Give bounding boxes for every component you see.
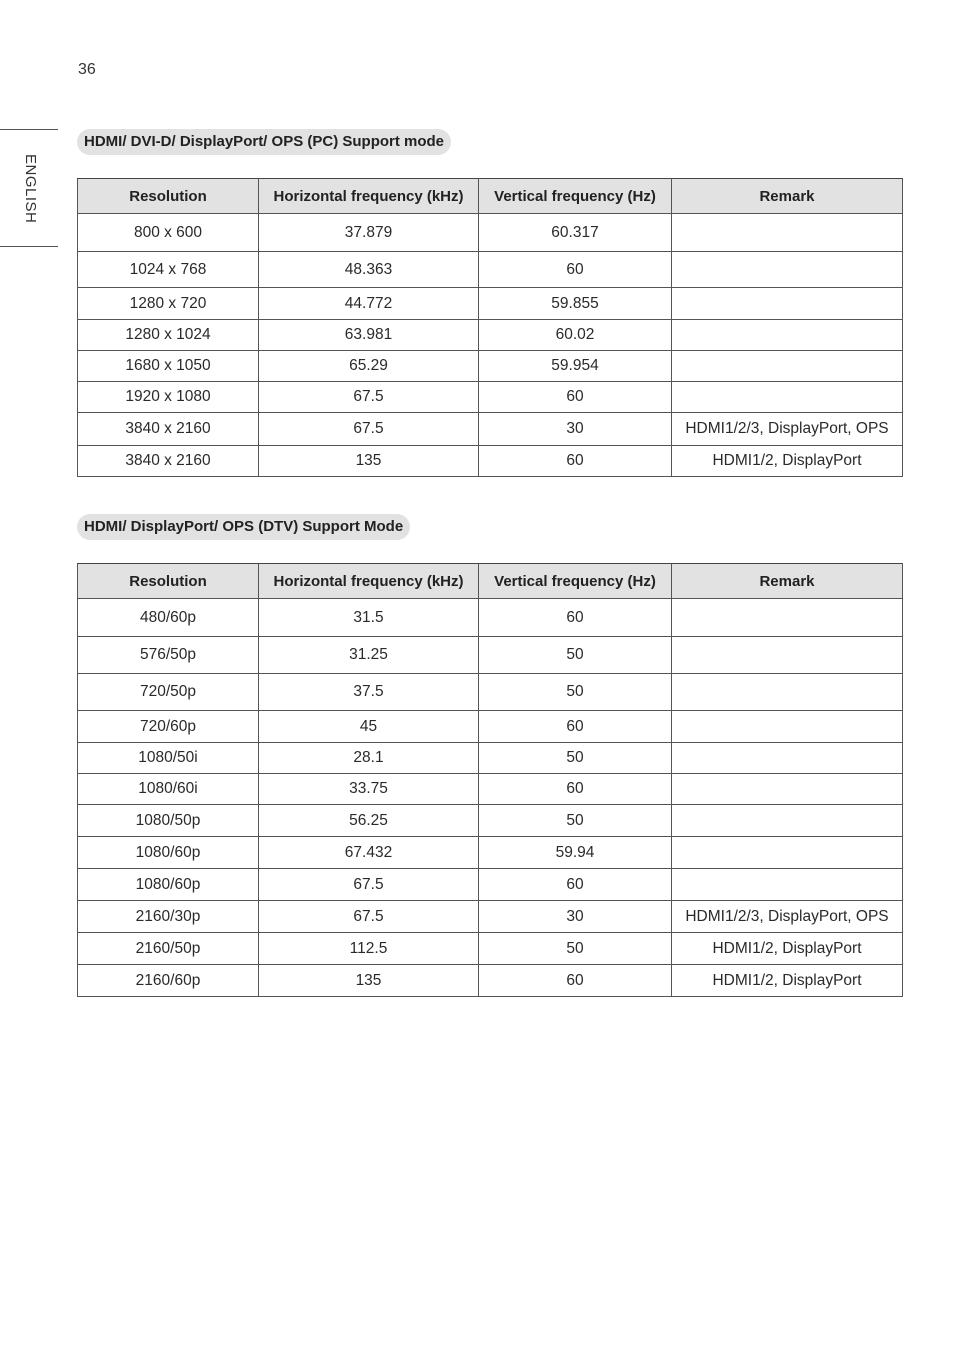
cell-resolution: 576/50p — [78, 637, 259, 674]
cell-resolution: 1280 x 1024 — [78, 320, 259, 351]
table-row — [78, 933, 903, 965]
column-header-resolution: Resolution — [78, 179, 259, 214]
table-row — [78, 743, 903, 774]
cell-horizontal-frequency: 56.25 — [259, 805, 479, 837]
table-row — [78, 901, 903, 933]
cell-vertical-frequency: 60 — [479, 869, 672, 901]
column-header-horizontal-frequency: Horizontal frequency (kHz) — [259, 179, 479, 214]
cell-horizontal-frequency: 37.5 — [259, 674, 479, 711]
table-row — [78, 774, 903, 805]
cell-resolution: 3840 x 2160 — [78, 413, 259, 446]
cell-resolution: 1280 x 720 — [78, 288, 259, 320]
cell-remark — [672, 774, 903, 805]
column-header-resolution: Resolution — [78, 564, 259, 599]
table-row — [78, 214, 903, 252]
cell-remark — [672, 711, 903, 743]
cell-horizontal-frequency: 28.1 — [259, 743, 479, 774]
cell-resolution: 2160/30p — [78, 901, 259, 933]
table-row — [78, 599, 903, 637]
table-row — [78, 320, 903, 351]
cell-remark — [672, 869, 903, 901]
cell-remark: HDMI1/2, DisplayPort — [672, 446, 903, 477]
cell-remark — [672, 837, 903, 869]
cell-horizontal-frequency: 37.879 — [259, 214, 479, 252]
cell-resolution: 1080/50i — [78, 743, 259, 774]
cell-vertical-frequency: 60 — [479, 599, 672, 637]
table-row — [78, 382, 903, 413]
cell-vertical-frequency: 60 — [479, 382, 672, 413]
cell-remark — [672, 382, 903, 413]
cell-remark: HDMI1/2/3, DisplayPort, OPS — [672, 901, 903, 933]
cell-horizontal-frequency: 67.5 — [259, 382, 479, 413]
cell-horizontal-frequency: 65.29 — [259, 351, 479, 382]
cell-vertical-frequency: 30 — [479, 413, 672, 446]
cell-vertical-frequency: 50 — [479, 933, 672, 965]
cell-vertical-frequency: 60.02 — [479, 320, 672, 351]
table-header-row — [78, 179, 903, 214]
cell-resolution: 2160/50p — [78, 933, 259, 965]
cell-horizontal-frequency: 48.363 — [259, 252, 479, 288]
cell-horizontal-frequency: 67.5 — [259, 869, 479, 901]
table-row — [78, 288, 903, 320]
cell-remark — [672, 674, 903, 711]
cell-vertical-frequency: 59.94 — [479, 837, 672, 869]
cell-vertical-frequency: 50 — [479, 743, 672, 774]
cell-vertical-frequency: 60 — [479, 252, 672, 288]
table-row — [78, 837, 903, 869]
cell-resolution: 1080/50p — [78, 805, 259, 837]
cell-remark — [672, 743, 903, 774]
cell-vertical-frequency: 60 — [479, 774, 672, 805]
cell-resolution: 720/50p — [78, 674, 259, 711]
cell-horizontal-frequency: 33.75 — [259, 774, 479, 805]
cell-remark — [672, 214, 903, 252]
cell-vertical-frequency: 50 — [479, 674, 672, 711]
table-row — [78, 965, 903, 997]
cell-remark — [672, 805, 903, 837]
cell-resolution: 1680 x 1050 — [78, 351, 259, 382]
pc-section-title: HDMI/ DVI-D/ DisplayPort/ OPS (PC) Support mode — [77, 129, 451, 155]
cell-remark — [672, 252, 903, 288]
table-row — [78, 252, 903, 288]
language-tab — [0, 129, 58, 247]
cell-vertical-frequency: 59.855 — [479, 288, 672, 320]
pc-support-table — [77, 178, 903, 477]
cell-resolution: 720/60p — [78, 711, 259, 743]
cell-resolution: 800 x 600 — [78, 214, 259, 252]
page-number: 36 — [78, 61, 96, 78]
cell-remark — [672, 288, 903, 320]
cell-resolution: 1920 x 1080 — [78, 382, 259, 413]
cell-vertical-frequency: 60.317 — [479, 214, 672, 252]
cell-vertical-frequency: 60 — [479, 711, 672, 743]
column-header-remark: Remark — [672, 564, 903, 599]
cell-resolution: 2160/60p — [78, 965, 259, 997]
cell-horizontal-frequency: 44.772 — [259, 288, 479, 320]
cell-horizontal-frequency: 135 — [259, 965, 479, 997]
table-row — [78, 446, 903, 477]
cell-remark — [672, 320, 903, 351]
cell-horizontal-frequency: 31.25 — [259, 637, 479, 674]
table-row — [78, 413, 903, 446]
column-header-remark: Remark — [672, 179, 903, 214]
cell-resolution: 1024 x 768 — [78, 252, 259, 288]
cell-remark — [672, 351, 903, 382]
table-row — [78, 351, 903, 382]
cell-horizontal-frequency: 45 — [259, 711, 479, 743]
table-row — [78, 711, 903, 743]
cell-vertical-frequency: 50 — [479, 805, 672, 837]
column-header-vertical-frequency: Vertical frequency (Hz) — [479, 179, 672, 214]
dtv-support-table — [77, 563, 903, 997]
cell-resolution: 3840 x 2160 — [78, 446, 259, 477]
cell-horizontal-frequency: 67.432 — [259, 837, 479, 869]
dtv-section-title: HDMI/ DisplayPort/ OPS (DTV) Support Mode — [77, 514, 410, 540]
table-header-row — [78, 564, 903, 599]
cell-resolution: 480/60p — [78, 599, 259, 637]
column-header-vertical-frequency: Vertical frequency (Hz) — [479, 564, 672, 599]
cell-vertical-frequency: 50 — [479, 637, 672, 674]
cell-remark — [672, 637, 903, 674]
cell-vertical-frequency: 30 — [479, 901, 672, 933]
cell-horizontal-frequency: 67.5 — [259, 901, 479, 933]
cell-remark: HDMI1/2, DisplayPort — [672, 933, 903, 965]
cell-horizontal-frequency: 135 — [259, 446, 479, 477]
table-row — [78, 674, 903, 711]
cell-vertical-frequency: 60 — [479, 446, 672, 477]
cell-horizontal-frequency: 63.981 — [259, 320, 479, 351]
cell-remark: HDMI1/2/3, DisplayPort, OPS — [672, 413, 903, 446]
column-header-horizontal-frequency: Horizontal frequency (kHz) — [259, 564, 479, 599]
language-label: ENGLISH — [22, 154, 39, 224]
cell-resolution: 1080/60p — [78, 837, 259, 869]
cell-horizontal-frequency: 112.5 — [259, 933, 479, 965]
cell-remark: HDMI1/2, DisplayPort — [672, 965, 903, 997]
cell-resolution: 1080/60i — [78, 774, 259, 805]
table-row — [78, 869, 903, 901]
cell-horizontal-frequency: 67.5 — [259, 413, 479, 446]
cell-vertical-frequency: 60 — [479, 965, 672, 997]
cell-horizontal-frequency: 31.5 — [259, 599, 479, 637]
cell-vertical-frequency: 59.954 — [479, 351, 672, 382]
cell-resolution: 1080/60p — [78, 869, 259, 901]
table-row — [78, 637, 903, 674]
cell-remark — [672, 599, 903, 637]
table-row — [78, 805, 903, 837]
